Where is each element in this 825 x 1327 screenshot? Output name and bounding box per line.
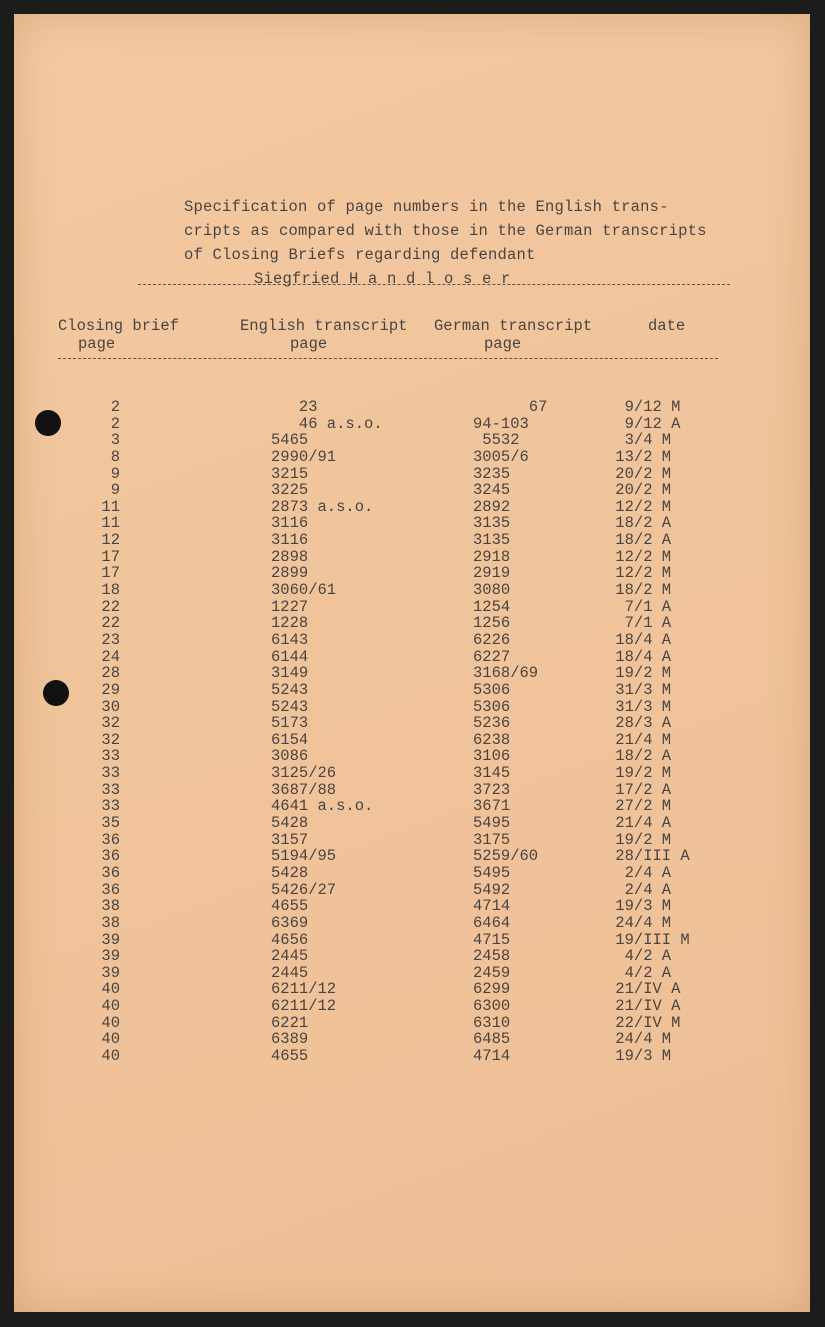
german-page: 2458: [473, 947, 511, 966]
closing-brief-page: 40: [101, 980, 120, 999]
column-header-german: German transcript: [434, 317, 593, 335]
english-page: 5428: [271, 814, 309, 833]
table-row: [14, 765, 810, 782]
date-cell: 19/2 M: [606, 764, 672, 783]
date-cell: 21/IV A: [606, 997, 681, 1016]
english-page: 4641 a.s.o.: [271, 797, 374, 816]
table-row: [14, 848, 810, 865]
closing-brief-page: 11: [101, 497, 120, 516]
closing-brief-page: 24: [101, 647, 120, 666]
date-cell: 19/2 M: [606, 830, 672, 849]
german-page: 5236: [473, 714, 511, 733]
table-row: [14, 732, 810, 749]
closing-brief-page: 22: [101, 614, 120, 633]
date-cell: 12/2 M: [606, 547, 672, 566]
table-row: [14, 981, 810, 998]
table-row: [14, 466, 810, 483]
closing-brief-page: 39: [101, 963, 120, 982]
table-row: [14, 599, 810, 616]
table-row: [14, 399, 810, 416]
page-number-table: [14, 399, 810, 1065]
english-page: 3086: [271, 747, 309, 766]
closing-brief-page: 3: [110, 431, 120, 450]
closing-brief-page: 35: [101, 814, 120, 833]
german-page: 2459: [473, 963, 511, 982]
table-row: [14, 615, 810, 632]
english-page: 3060/61: [271, 581, 337, 600]
german-page: 94-103: [473, 414, 529, 433]
english-page: 1228: [271, 614, 309, 633]
german-page: 6300: [473, 997, 511, 1016]
closing-brief-page: 32: [101, 714, 120, 733]
closing-brief-page: 2: [110, 414, 120, 433]
german-page: 5492: [473, 880, 511, 899]
english-page: 23: [271, 398, 318, 416]
table-row: [14, 882, 810, 899]
heading-line: of Closing Briefs regarding defendant: [184, 246, 536, 264]
german-page: 67: [473, 398, 548, 416]
closing-brief-page: 32: [101, 730, 120, 749]
english-page: 46 a.s.o.: [271, 414, 383, 433]
german-page: 3135: [473, 531, 511, 550]
closing-brief-page: 17: [101, 564, 120, 583]
date-cell: 18/4 A: [606, 630, 672, 649]
english-page: 5243: [271, 680, 309, 699]
english-page: 2445: [271, 963, 309, 982]
german-page: 3080: [473, 581, 511, 600]
english-page: 5194/95: [271, 847, 337, 866]
closing-brief-page: 36: [101, 880, 120, 899]
german-page: 6226: [473, 630, 511, 649]
german-page: 3723: [473, 780, 511, 799]
closing-brief-page: 22: [101, 597, 120, 616]
date-cell: 24/4 M: [606, 913, 672, 932]
date-cell: 18/2 A: [606, 531, 672, 550]
date-cell: 18/4 A: [606, 647, 672, 666]
column-subheader-page: page: [78, 335, 116, 353]
date-cell: 12/2 M: [606, 564, 672, 583]
date-cell: 21/4 A: [606, 814, 672, 833]
german-page: 4714: [473, 1046, 511, 1065]
table-row: [14, 549, 810, 566]
table-row: [14, 782, 810, 799]
german-page: 3135: [473, 514, 511, 533]
date-cell: 9/12 M: [606, 398, 681, 416]
date-cell: 12/2 M: [606, 497, 672, 516]
table-row: [14, 565, 810, 582]
divider: [58, 358, 718, 359]
closing-brief-page: 9: [110, 481, 120, 500]
closing-brief-page: 33: [101, 747, 120, 766]
german-page: 3106: [473, 747, 511, 766]
english-page: 6389: [271, 1030, 309, 1049]
date-cell: 19/3 M: [606, 897, 672, 916]
english-page: 2898: [271, 547, 309, 566]
english-page: 3157: [271, 830, 309, 849]
date-cell: 19/2 M: [606, 664, 672, 683]
english-page: 4655: [271, 897, 309, 916]
date-cell: 17/2 A: [606, 780, 672, 799]
closing-brief-page: 28: [101, 664, 120, 683]
closing-brief-page: 39: [101, 947, 120, 966]
closing-brief-page: 8: [110, 447, 120, 466]
english-page: 3687/88: [271, 780, 337, 799]
english-page: 3225: [271, 481, 309, 500]
table-row: [14, 715, 810, 732]
closing-brief-page: 36: [101, 830, 120, 849]
heading-line: Specification of page numbers in the English trans-: [184, 198, 669, 216]
date-cell: 20/2 M: [606, 481, 672, 500]
english-page: 3149: [271, 664, 309, 683]
date-cell: 31/3 M: [606, 697, 672, 716]
date-cell: 19/3 M: [606, 1046, 672, 1065]
date-cell: 21/4 M: [606, 730, 672, 749]
german-page: 1254: [473, 597, 511, 616]
column-header-closing-brief: Closing brief: [58, 317, 179, 335]
closing-brief-page: 39: [101, 930, 120, 949]
table-row: [14, 1015, 810, 1032]
german-page: 5495: [473, 863, 511, 882]
german-page: 6485: [473, 1030, 511, 1049]
table-row: [14, 482, 810, 499]
table-row: [14, 665, 810, 682]
german-page: 4714: [473, 897, 511, 916]
date-cell: 20/2 M: [606, 464, 672, 483]
closing-brief-page: 2: [110, 398, 120, 416]
english-page: 6211/12: [271, 980, 337, 999]
closing-brief-page: 33: [101, 797, 120, 816]
closing-brief-page: 40: [101, 1046, 120, 1065]
english-page: 5173: [271, 714, 309, 733]
english-page: 4655: [271, 1046, 309, 1065]
english-page: 5426/27: [271, 880, 337, 899]
german-page: 4715: [473, 930, 511, 949]
heading-line: cripts as compared with those in the German transcripts: [184, 222, 707, 240]
date-cell: 7/1 A: [606, 597, 672, 616]
table-row: [14, 932, 810, 949]
english-page: 5465: [271, 431, 309, 450]
table-row: [14, 865, 810, 882]
date-cell: 4/2 A: [606, 947, 672, 966]
german-page: 3235: [473, 464, 511, 483]
date-cell: 27/2 M: [606, 797, 672, 816]
german-page: 2892: [473, 497, 511, 516]
german-page: 5259/60: [473, 847, 539, 866]
document-heading: [184, 195, 707, 291]
date-cell: 18/2 M: [606, 581, 672, 600]
english-page: 5428: [271, 863, 309, 882]
table-row: [14, 532, 810, 549]
column-header-english: English transcript: [240, 317, 408, 335]
table-row: [14, 682, 810, 699]
english-page: 5243: [271, 697, 309, 716]
english-page: 6369: [271, 913, 309, 932]
german-page: 6238: [473, 730, 511, 749]
date-cell: 18/2 A: [606, 514, 672, 533]
german-page: 3005/6: [473, 447, 529, 466]
closing-brief-page: 11: [101, 514, 120, 533]
english-page: 3116: [271, 514, 309, 533]
closing-brief-page: 23: [101, 630, 120, 649]
table-row: [14, 798, 810, 815]
german-page: 6299: [473, 980, 511, 999]
german-page: 3168/69: [473, 664, 539, 683]
english-page: 2899: [271, 564, 309, 583]
german-page: 1256: [473, 614, 511, 633]
closing-brief-page: 18: [101, 581, 120, 600]
document-page: [14, 14, 810, 1312]
german-page: 5306: [473, 680, 511, 699]
closing-brief-page: 38: [101, 897, 120, 916]
german-page: 3175: [473, 830, 511, 849]
table-row: [14, 499, 810, 516]
table-row: [14, 699, 810, 716]
closing-brief-page: 40: [101, 1013, 120, 1032]
table-row: [14, 582, 810, 599]
table-row: [14, 998, 810, 1015]
date-cell: 3/4 M: [606, 431, 672, 450]
german-page: 5532: [473, 431, 520, 450]
date-cell: 9/12 A: [606, 414, 681, 433]
german-page: 6310: [473, 1013, 511, 1032]
table-row: [14, 432, 810, 449]
column-header-date: date: [648, 317, 686, 335]
date-cell: 2/4 A: [606, 880, 672, 899]
english-page: 3125/26: [271, 764, 337, 783]
closing-brief-page: 30: [101, 697, 120, 716]
english-page: 6221: [271, 1013, 309, 1032]
german-page: 3245: [473, 481, 511, 500]
english-page: 3215: [271, 464, 309, 483]
date-cell: 24/4 M: [606, 1030, 672, 1049]
closing-brief-page: 36: [101, 863, 120, 882]
date-cell: 18/2 A: [606, 747, 672, 766]
date-cell: 28/III A: [606, 847, 690, 866]
english-page: 6143: [271, 630, 309, 649]
closing-brief-page: 33: [101, 764, 120, 783]
closing-brief-page: 33: [101, 780, 120, 799]
date-cell: 2/4 A: [606, 863, 672, 882]
closing-brief-page: 38: [101, 913, 120, 932]
closing-brief-page: 12: [101, 531, 120, 550]
table-row: [14, 1031, 810, 1048]
table-row: [14, 515, 810, 532]
table-row: [14, 449, 810, 466]
date-cell: 28/3 A: [606, 714, 672, 733]
column-subheader-page: page: [290, 335, 328, 353]
date-cell: 19/III M: [606, 930, 690, 949]
table-row: [14, 416, 810, 433]
german-page: 2919: [473, 564, 511, 583]
english-page: 6144: [271, 647, 309, 666]
table-row: [14, 1048, 810, 1065]
date-cell: 21/IV A: [606, 980, 681, 999]
date-cell: 31/3 M: [606, 680, 672, 699]
closing-brief-page: 9: [110, 464, 120, 483]
german-page: 3145: [473, 764, 511, 783]
english-page: 6211/12: [271, 997, 337, 1016]
german-page: 3671: [473, 797, 511, 816]
table-row: [14, 915, 810, 932]
table-row: [14, 815, 810, 832]
table-row: [14, 748, 810, 765]
german-page: 5306: [473, 697, 511, 716]
english-page: 2445: [271, 947, 309, 966]
closing-brief-page: 40: [101, 997, 120, 1016]
date-cell: 22/IV M: [606, 1013, 681, 1032]
english-page: 1227: [271, 597, 309, 616]
table-row: [14, 898, 810, 915]
table-row: [14, 632, 810, 649]
defendant-name: Siegfried H a n d l o s e r: [254, 270, 511, 288]
table-row: [14, 948, 810, 965]
column-subheader-page: page: [484, 335, 522, 353]
closing-brief-page: 29: [101, 680, 120, 699]
closing-brief-page: 17: [101, 547, 120, 566]
english-page: 2990/91: [271, 447, 337, 466]
german-page: 6464: [473, 913, 511, 932]
english-page: 2873 a.s.o.: [271, 497, 374, 516]
date-cell: 7/1 A: [606, 614, 672, 633]
german-page: 2918: [473, 547, 511, 566]
divider: [138, 284, 730, 285]
german-page: 5495: [473, 814, 511, 833]
german-page: 6227: [473, 647, 511, 666]
closing-brief-page: 36: [101, 847, 120, 866]
english-page: 6154: [271, 730, 309, 749]
date-cell: 13/2 M: [606, 447, 672, 466]
table-row: [14, 832, 810, 849]
date-cell: 4/2 A: [606, 963, 672, 982]
english-page: 3116: [271, 531, 309, 550]
closing-brief-page: 40: [101, 1030, 120, 1049]
english-page: 4656: [271, 930, 309, 949]
table-row: [14, 965, 810, 982]
table-row: [14, 649, 810, 666]
